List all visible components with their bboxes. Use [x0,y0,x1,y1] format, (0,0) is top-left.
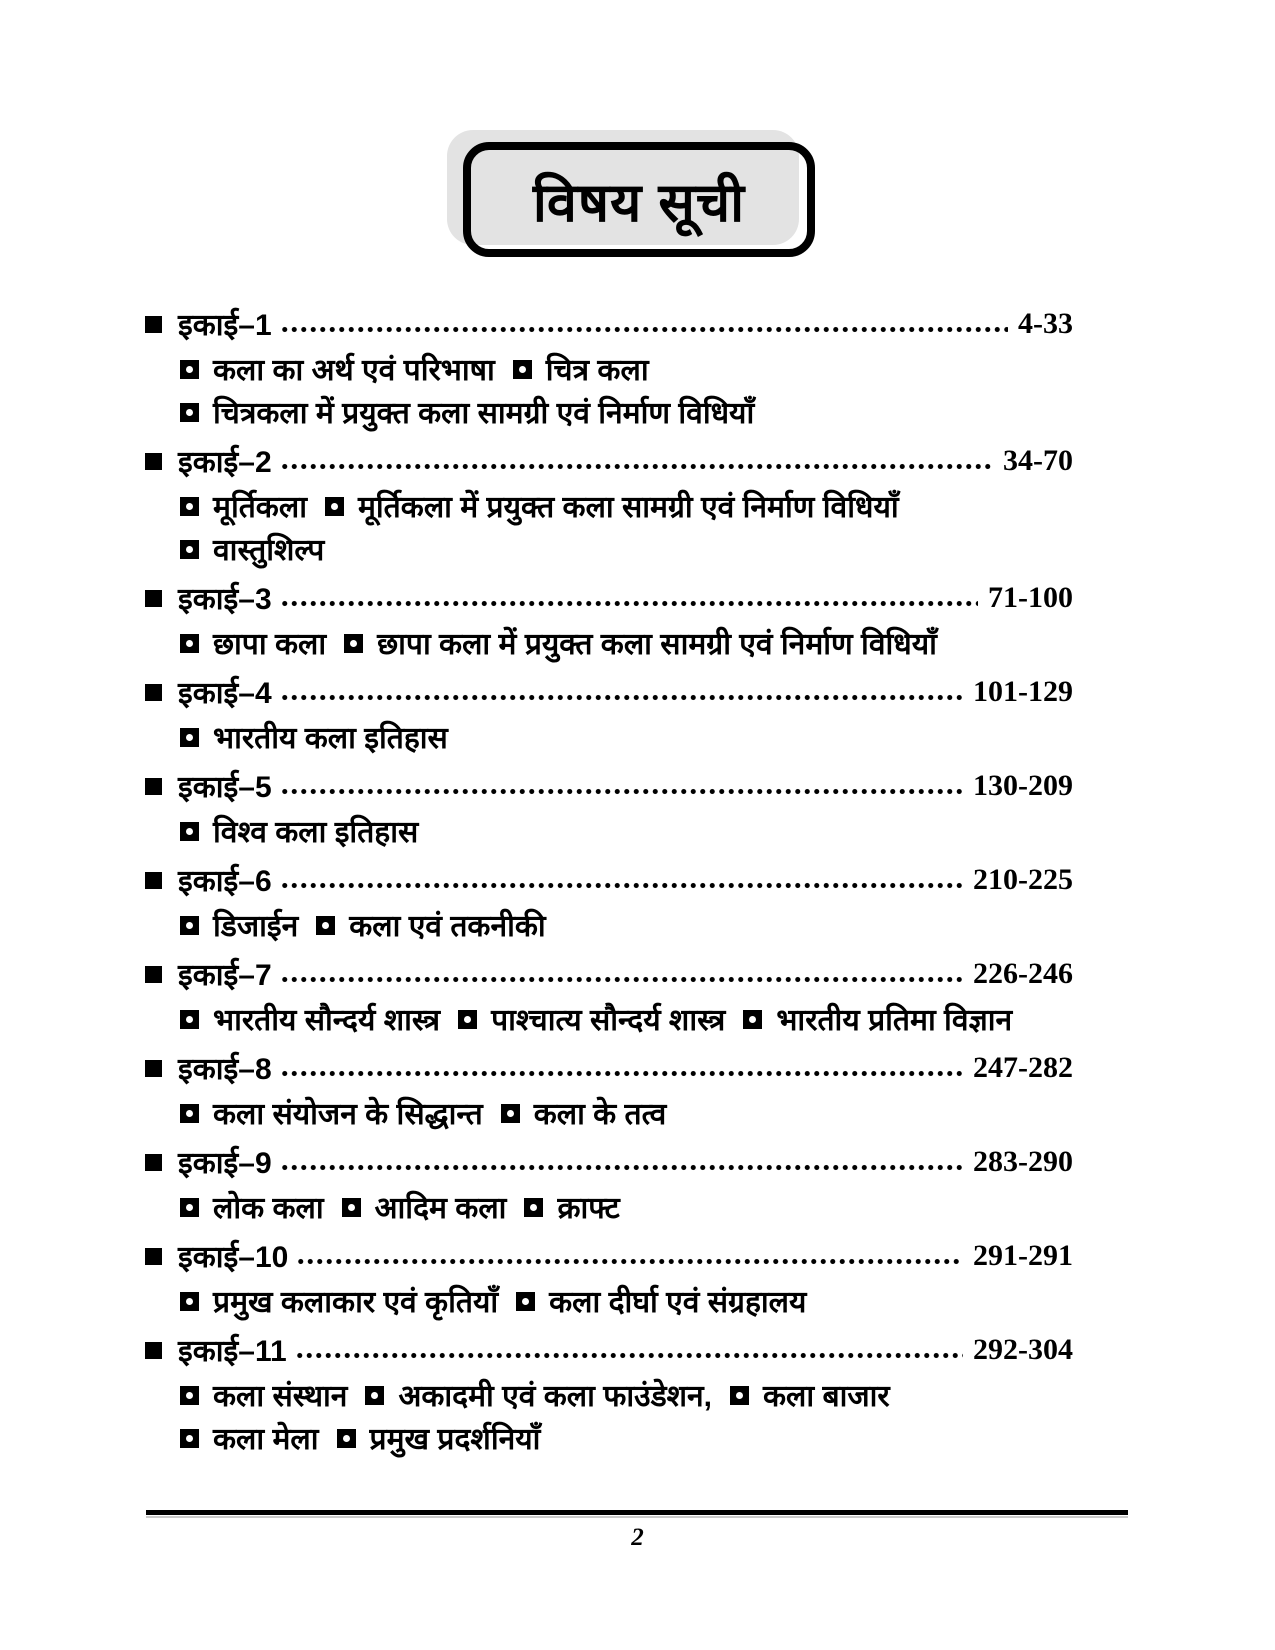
topic [316,904,545,945]
toc-unit-row [145,856,1073,903]
topic-text: भारतीय प्रतिमा विज्ञान [776,1004,1013,1037]
dot-leader [280,599,978,608]
topic [180,1374,347,1415]
topic [180,348,495,389]
topic [516,1280,806,1321]
topic-text: भारतीय कला इतिहास [213,722,448,755]
dot-leader [280,693,963,702]
dot-leader [280,462,993,471]
square-bullet-icon [145,590,162,607]
unit-label: इकाई–4 [178,677,272,710]
inverse-bullet-icon [180,916,199,935]
title-box-border [463,142,815,257]
page-range: 4-33 [1018,306,1073,340]
square-bullet-icon [145,453,162,470]
toc-unit-row [145,437,1073,484]
topic-line [145,997,1073,1040]
toc-unit-4 [145,668,1073,758]
topic-line [145,715,1073,758]
inverse-bullet-icon [180,540,199,559]
toc-unit-7 [145,950,1073,1040]
inverse-bullet-icon [743,1010,762,1029]
topic-text: कला का अर्थ एवं परिभाषा [213,354,495,387]
topic-text: कला के तत्व [533,1098,667,1131]
page-range: 210-225 [973,862,1073,896]
toc-unit-6 [145,856,1073,946]
topic [180,1092,483,1133]
topic [513,348,649,389]
page-range: 101-129 [973,674,1073,708]
topic [180,1280,498,1321]
topic-line [145,1185,1073,1228]
topic-text: प्रमुख कलाकार एवं कृतियाँ [213,1286,499,1319]
toc-unit-9 [145,1138,1073,1228]
topic-text: पाश्चात्य सौन्दर्य शास्त्र [491,1004,726,1037]
inverse-bullet-icon [180,822,199,841]
unit-label: इकाई–11 [178,1335,287,1368]
topic-line [145,621,1073,664]
topic-line [145,1373,1073,1416]
topic-text: मूर्तिकला [213,491,307,524]
toc-unit-2 [145,437,1073,570]
inverse-bullet-icon [337,1429,356,1448]
topic [180,904,298,945]
topic-text: क्राफ्ट [557,1192,620,1225]
dot-leader [280,325,1008,334]
footer-divider [146,1510,1128,1518]
unit-label: इकाई–8 [178,1053,272,1086]
page-range: 226-246 [973,956,1073,990]
square-bullet-icon [145,684,162,701]
topic-text: कला दीर्घा एवं संग्रहालय [549,1286,807,1319]
table-of-contents [145,296,1073,1459]
topic [180,1186,324,1227]
square-bullet-icon [145,1154,162,1171]
page-range: 71-100 [988,580,1073,614]
toc-unit-11 [145,1326,1073,1459]
topic [501,1092,667,1133]
inverse-bullet-icon [180,1198,199,1217]
toc-unit-3 [145,574,1073,664]
topic-text: चित्रकला में प्रयुक्त कला सामग्री एवं निर्माण विधियाँ [213,397,755,430]
dot-leader [280,881,963,890]
toc-unit-row [145,1044,1073,1091]
page-title: विषय सूची [532,172,746,233]
toc-unit-row [145,762,1073,809]
unit-label: इकाई–5 [178,771,272,804]
inverse-bullet-icon [516,1292,535,1311]
topic-line [145,903,1073,946]
inverse-bullet-icon [325,497,344,516]
topic-text: कला बाजार [763,1380,890,1413]
topic-text: कला एवं तकनीकी [349,910,546,943]
inverse-bullet-icon [501,1104,520,1123]
unit-label: इकाई–1 [178,309,272,342]
topic-text: प्रमुख प्रदर्शनियाँ [369,1423,541,1456]
inverse-bullet-icon [180,1429,199,1448]
square-bullet-icon [145,966,162,983]
topic-line [145,527,1073,570]
unit-label: इकाई–6 [178,865,272,898]
topic [180,528,324,569]
topic-text: आदिम कला [374,1192,507,1225]
topic-text: कला मेला [213,1423,319,1456]
toc-unit-row [145,1138,1073,1185]
topic-text: कला संस्थान [213,1380,348,1413]
toc-unit-5 [145,762,1073,852]
topic [180,810,418,851]
page-range: 292-304 [973,1332,1073,1366]
unit-label: इकाई–7 [178,959,272,992]
topic [180,1417,319,1458]
inverse-bullet-icon [524,1198,543,1217]
topic-text: भारतीय सौन्दर्य शास्त्र [213,1004,441,1037]
inverse-bullet-icon [458,1010,477,1029]
topic [180,391,754,432]
topic-text: छापा कला में प्रयुक्त कला सामग्री एवं निर्माण विधियाँ [377,628,937,661]
page-range: 34-70 [1003,443,1073,477]
topic [365,1374,712,1415]
inverse-bullet-icon [180,634,199,653]
toc-unit-row [145,1326,1073,1373]
topic-text: वास्तुशिल्प [213,534,325,567]
square-bullet-icon [145,316,162,333]
topic [342,1186,507,1227]
unit-label: इकाई–10 [178,1241,289,1274]
toc-unit-8 [145,1044,1073,1134]
inverse-bullet-icon [344,634,363,653]
dot-leader [295,1351,963,1360]
square-bullet-icon [145,1060,162,1077]
dot-leader [280,1163,963,1172]
inverse-bullet-icon [180,728,199,747]
topic-line [145,1416,1073,1459]
footer-page-number: 2 [631,1524,644,1551]
topic-text: विश्व कला इतिहास [213,816,419,849]
inverse-bullet-icon [365,1386,384,1405]
inverse-bullet-icon [513,360,532,379]
topic [743,998,1012,1039]
square-bullet-icon [145,1342,162,1359]
footer-divider-gray-line [146,1516,1128,1518]
inverse-bullet-icon [730,1386,749,1405]
topic-line [145,390,1073,433]
topic [730,1374,890,1415]
topic-text: अकादमी एवं कला फाउंडेशन, [398,1380,713,1413]
topic-text: कला संयोजन के सिद्धान्त [213,1098,483,1131]
inverse-bullet-icon [180,1386,199,1405]
topic-text: चित्र कला [545,354,649,387]
topic-line [145,1279,1073,1322]
topic-line [145,809,1073,852]
inverse-bullet-icon [316,916,335,935]
topic-text: छापा कला [213,628,327,661]
toc-unit-row [145,668,1073,715]
inverse-bullet-icon [180,360,199,379]
unit-label: इकाई–9 [178,1147,272,1180]
toc-unit-1 [145,300,1073,433]
topic [180,622,326,663]
topic [180,998,440,1039]
footer-divider-black-line [146,1510,1128,1515]
dot-leader [280,975,963,984]
unit-label: इकाई–3 [178,583,272,616]
topic [458,998,725,1039]
page-range: 247-282 [973,1050,1073,1084]
inverse-bullet-icon [180,497,199,516]
page-range: 291-291 [973,1238,1073,1272]
topic [325,485,899,526]
dot-leader [296,1257,963,1266]
inverse-bullet-icon [180,1104,199,1123]
page-range: 130-209 [973,768,1073,802]
toc-unit-row [145,1232,1073,1279]
dot-leader [280,787,963,796]
topic-line [145,484,1073,527]
topic-line [145,347,1073,390]
square-bullet-icon [145,872,162,889]
square-bullet-icon [145,778,162,795]
topic [344,622,937,663]
unit-label: इकाई–2 [178,446,272,479]
toc-unit-row [145,574,1073,621]
topic-text: लोक कला [213,1192,324,1225]
topic [180,716,448,757]
page-title-box [463,142,815,257]
page-range: 283-290 [973,1144,1073,1178]
inverse-bullet-icon [180,1292,199,1311]
toc-unit-row [145,300,1073,347]
toc-unit-row [145,950,1073,997]
inverse-bullet-icon [180,403,199,422]
inverse-bullet-icon [180,1010,199,1029]
topic-line [145,1091,1073,1134]
square-bullet-icon [145,1248,162,1265]
topic-text: डिजाईन [213,910,299,943]
topic [337,1417,541,1458]
dot-leader [280,1069,963,1078]
topic [180,485,307,526]
topic [524,1186,619,1227]
toc-unit-10 [145,1232,1073,1322]
inverse-bullet-icon [342,1198,361,1217]
topic-text: मूर्तिकला में प्रयुक्त कला सामग्री एवं निर्माण विधियाँ [357,491,899,524]
